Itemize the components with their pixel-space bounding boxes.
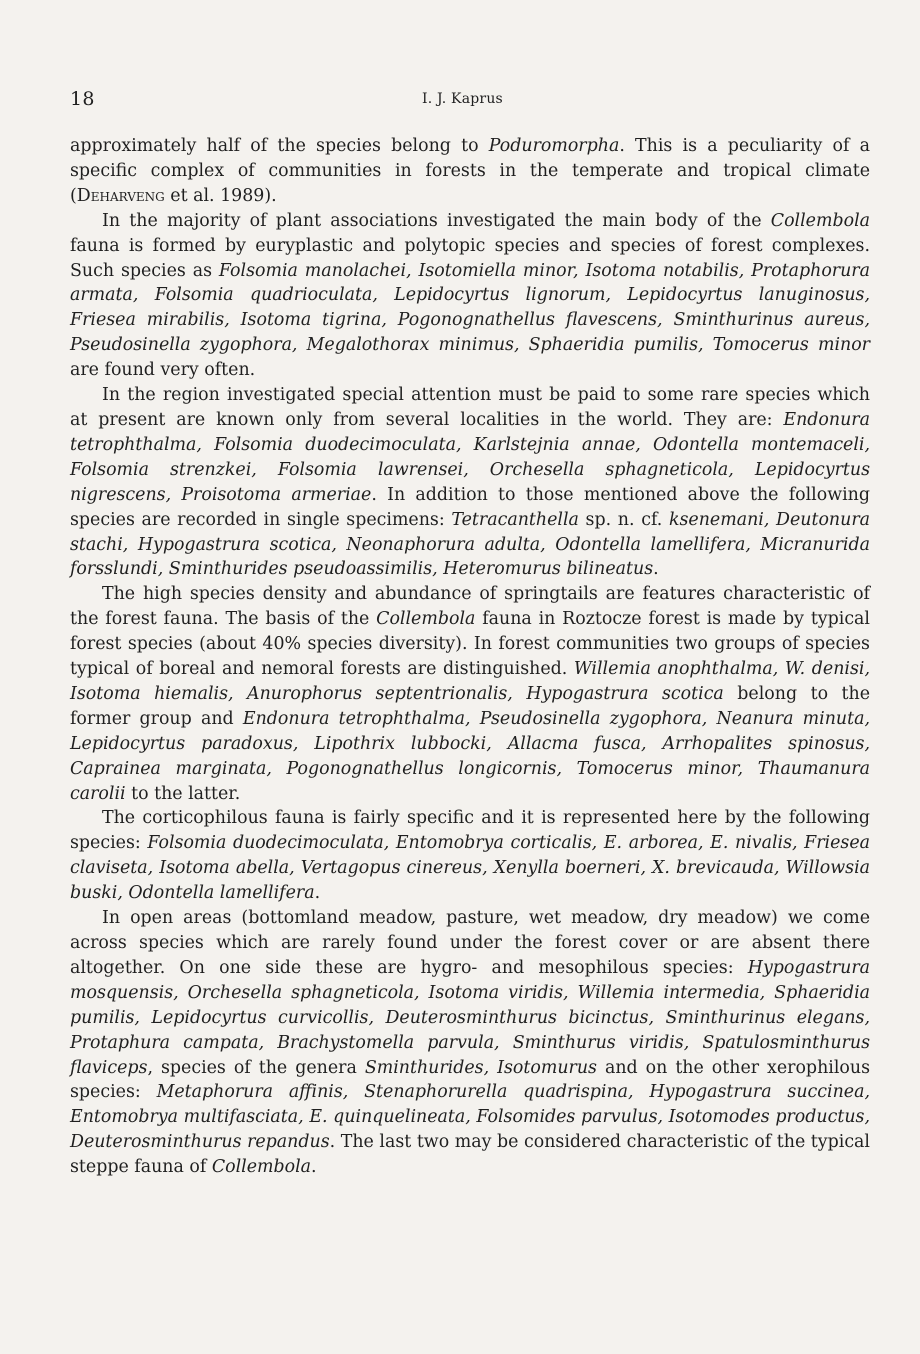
text-run: are found very often. <box>70 360 256 381</box>
text-run: . The last two may be considered characteristic of the typical steppe fauna of <box>70 1132 870 1178</box>
italic-text-run: ksenemani, Deutonura stachi, Hypogastrura scotica, Neonaphorura adulta, Odontella lamellifera, Micranurida forsslundi, Sminthurides pseudoassimilis, Heteromurus bilineatus <box>70 509 871 580</box>
paragraph <box>70 134 870 209</box>
italic-text-run: Tetracanthella <box>451 509 579 530</box>
italic-text-run: Metaphorura affinis, Stenaphorurella quadrispina, Hypogastrura succinea, Entomobrya multifasciata, E. quinquelineata, Folsomides parvulus, Isotomodes productus, Deuterosminthurus repandus <box>70 1082 870 1153</box>
small-caps-text-run: Deharveng <box>76 185 165 206</box>
paragraph <box>70 383 870 582</box>
text-run: . <box>314 883 321 904</box>
italic-text-run: Folsomia manolachei, Isotomiella minor, Isotoma notabilis, Protaphorura armata, Folsomia quadrioculata, Lepidocyrtus lignorum, Lepidocyrtus lanuginosus, Friesea mirabilis, Isotoma tigrina, Pogonognathellus flavescens, Sminthurinus aureus, Pseudosinella zygophora, Megalothorax minimus, Sphaeridia pumilis, Tomocerus minor <box>70 260 870 356</box>
paragraph <box>70 906 870 1180</box>
paragraph <box>70 806 870 906</box>
text-run: . This is a peculiarity of a specific complex of communities in forests in the temperate and tropical climate ( <box>70 136 871 206</box>
text-run: . In addition to those mentioned above the following species are recorded in single specimens: <box>70 484 870 530</box>
text-run: In the majority of plant associations investigated the main body of the <box>102 210 771 231</box>
text-run: In the region investigated special attention must be paid to some rare species which at present are known only from several localities in the world. They are: <box>70 385 870 430</box>
italic-text-run: Poduromorpha <box>488 136 620 156</box>
text-run: to the latter. <box>125 783 241 804</box>
page-number: 18 <box>70 88 95 110</box>
page-header <box>70 88 870 112</box>
text-run: belong to the former group and <box>70 683 871 729</box>
italic-text-run: Willemia anophthalma, W. denisi, Isotoma hiemalis, Anurophorus septentrionalis, Hypogastrura scotica <box>70 659 870 704</box>
paragraph <box>70 582 870 806</box>
italic-text-run: Folsomia duodecimoculata, Entomobrya corticalis, E. arborea, E. nivalis, Friesea claviseta, Isotoma abella, Vertagopus cinereus, Xenylla boerneri, X. brevicauda, Willowsia buski, Odontella lamellifera <box>70 833 870 904</box>
italic-text-run: Sminthurides, Isotomurus <box>364 1057 597 1078</box>
italic-text-run: Hypogastrura mosquensis, Orchesella sphagneticola, Isotoma viridis, Willemia intermedia, Sphaeridia pumilis, Lepidocyrtus curvicollis, Deuterosminthurus bicinctus, Sminthurinus elegans, Protaphura campata, Brachystomella parvula, Sminthurus viridis, Spatulosminthurus flaviceps <box>70 957 870 1078</box>
paragraph <box>70 209 870 383</box>
running-head: I. J. Kaprus <box>422 91 503 107</box>
text-run: The high species density and abundance of springtails are features characteristic of the forest fauna. The basis of the <box>70 584 870 630</box>
text-run: et al. 1989). <box>164 185 277 206</box>
text-run: approximately half of the species belong to <box>70 136 489 156</box>
text-run: and on the other xerophilous species: <box>70 1057 870 1103</box>
text-run: . <box>311 1157 317 1178</box>
italic-text-run: Endonura tetrophthalma, Pseudosinella zygophora, Neanura minuta, Lepidocyrtus paradoxus, Lipothrix lubbocki, Allacma fusca, Arrhopalites spinosus, Caprainea marginata, Pogonognathellus longicornis, Tomocerus minor, Thaumanura carolii <box>70 708 871 804</box>
text-run: . <box>653 559 659 580</box>
text-run: , species of the genera <box>147 1057 365 1078</box>
italic-text-run: Endonura tetrophthalma, Folsomia duodecimoculata, Karlstejnia annae, Odontella montemaceli, Folsomia strenzkei, Folsomia lawrensei, Orchesella sphagneticola, Lepidocyrtus nigrescens, Proisotoma armeriae <box>70 409 870 505</box>
body-text <box>70 134 870 1180</box>
text-run: In open areas (bottomland meadow, pasture, wet meadow, dry meadow) we come across species which are rarely found under the forest cover or are absent there altogether. On one side these are hygro- and mesophilous species: <box>70 908 870 978</box>
italic-text-run: Collembola <box>211 1157 312 1178</box>
text-run: sp. n. cf. <box>578 509 669 530</box>
text-run: fauna in Roztocze forest is made by typical forest species (about 40% species diversity). In forest communities two groups of species typical of boreal and nemoral forests are distinguished. <box>70 609 870 680</box>
text-run: fauna is formed by euryplastic and polytopic species and species of forest complexes. Such species as <box>70 235 870 281</box>
italic-text-run: Collembola <box>770 210 870 231</box>
text-run: The corticophilous fauna is fairly specific and it is represented here by the following species: <box>70 808 870 854</box>
italic-text-run: Collembola <box>376 609 476 630</box>
